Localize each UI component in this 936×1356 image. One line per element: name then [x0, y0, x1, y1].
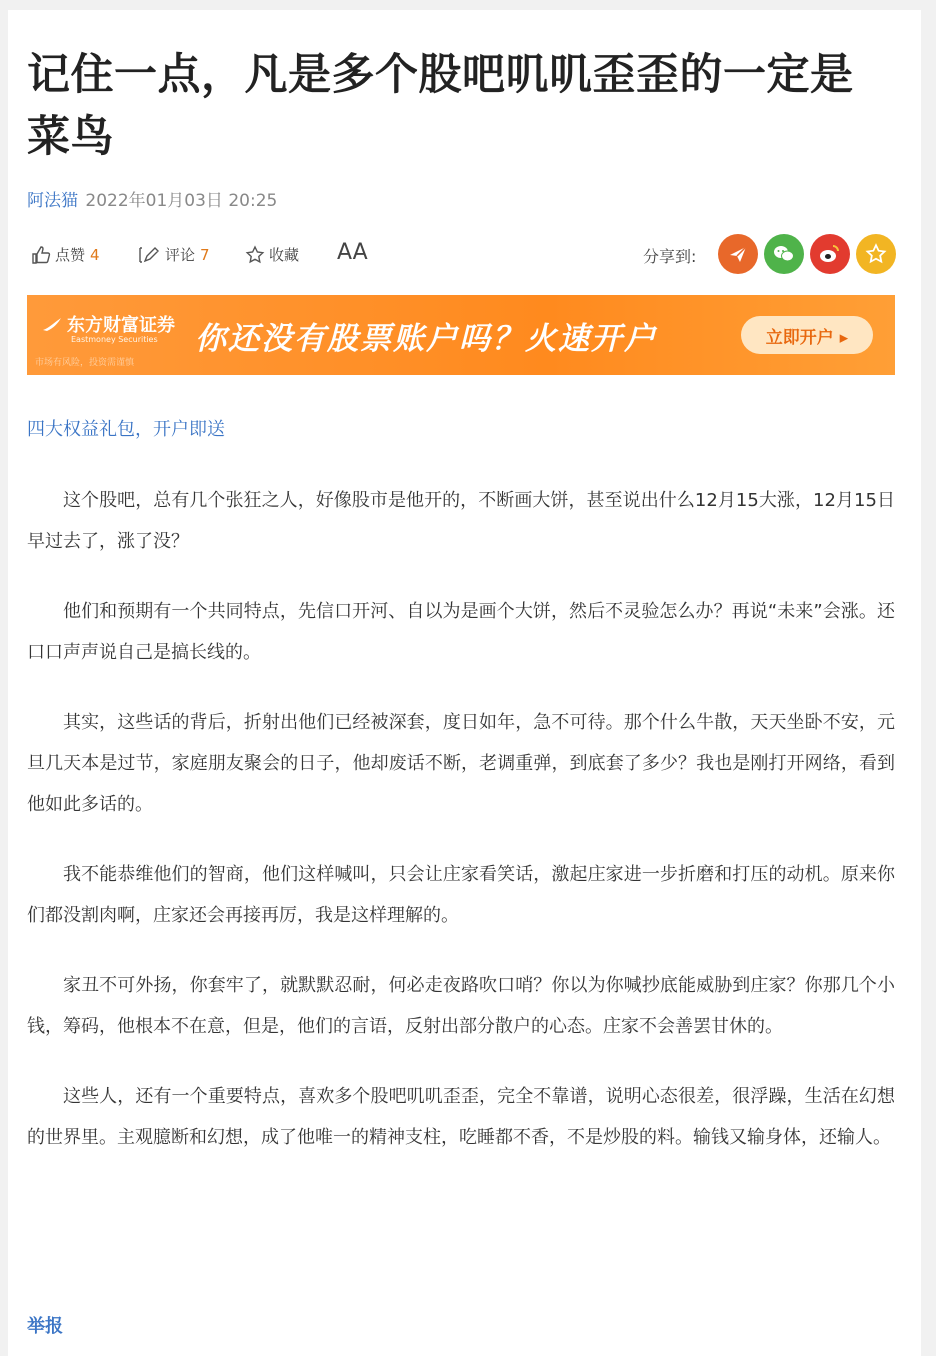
- promo-link[interactable]: 四大权益礼包，开户即送: [27, 419, 225, 440]
- share-weibo-button[interactable]: [810, 234, 850, 274]
- collect-label: 收藏: [269, 246, 300, 264]
- comment-count: 7: [200, 245, 210, 264]
- banner-slogan: 你还没有股票账户吗？火速开户: [195, 321, 657, 357]
- star-outline-icon: [245, 245, 265, 265]
- weibo-icon: [818, 243, 842, 265]
- star-icon: [865, 243, 887, 265]
- like-label: 点赞: [55, 246, 86, 264]
- article-title: 记住一点，凡是多个股吧叽叽歪歪的一定是菜鸟: [27, 50, 854, 162]
- logo-subtitle: Eastmoney Securities: [71, 335, 158, 344]
- article-meta: [27, 190, 895, 212]
- paragraph: 我不能恭维他们的智商，他们这样喊叫，只会让庄家看笑话，激起庄家进一步折磨和打压的动机。原来你们都没割肉啊，庄家还会再接再厉，我是这样理解的。: [27, 864, 895, 926]
- eastmoney-logo-icon: [41, 316, 63, 334]
- eastmoney-logo: [41, 311, 175, 337]
- collect-button[interactable]: [245, 244, 299, 265]
- comment-button[interactable]: [137, 244, 210, 265]
- share-wechat-button[interactable]: [764, 234, 804, 274]
- action-bar: [27, 234, 895, 274]
- share-label: 分享到:: [643, 247, 697, 266]
- paragraph: 家丑不可外扬，你套牢了，就默默忍耐，何必走夜路吹口哨？你以为你喊抄底能威胁到庄家？你那几个小钱，筹码，他根本不在意，但是，他们的言语，反射出部分散户的心态。庄家不会善罢甘休的。: [27, 975, 895, 1037]
- open-account-banner[interactable]: [27, 295, 895, 375]
- paragraph: 这个股吧，总有几个张狂之人，好像股市是他开的，不断画大饼，甚至说出什么12月15大涨，12月15日早过去了，涨了没？: [27, 490, 895, 552]
- comment-label: 评论: [165, 246, 196, 264]
- paragraph: 他们和预期有一个共同特点，先信口开河、自以为是画个大饼，然后不灵验怎么办？再说“未来”会涨。还口口声声说自己是搞长线的。: [27, 601, 895, 663]
- author-link[interactable]: 阿法猫: [27, 191, 78, 211]
- share-favorite-button[interactable]: [856, 234, 896, 274]
- share-icon: [727, 243, 749, 265]
- edit-comment-icon: [137, 245, 161, 265]
- share-toutiao-button[interactable]: [718, 234, 758, 274]
- like-count: 4: [90, 245, 100, 264]
- font-size-button[interactable]: [337, 240, 368, 265]
- wechat-icon: [772, 243, 796, 265]
- risk-notice: 市场有风险，投资需谨慎: [35, 358, 135, 368]
- font-size-icon: AA: [337, 240, 368, 265]
- logo-text: 东方财富证券: [67, 315, 175, 336]
- article-body: [27, 480, 895, 1187]
- publish-datetime: 2022年01月03日 20:25: [85, 191, 278, 211]
- open-account-button[interactable]: 立即开户 ▸: [741, 316, 873, 354]
- paragraph: 其实，这些话的背后，折射出他们已经被深套，度日如年，急不可待。那个什么牛散，天天坐卧不安，元旦几天本是过节，家庭朋友聚会的日子，他却废话不断，老调重弹，到底套了多少？我也是刚打开网络，看到他如此多话的。: [27, 712, 895, 815]
- article-page: [8, 10, 921, 1356]
- like-button[interactable]: [31, 244, 100, 265]
- thumbs-up-icon: [31, 245, 51, 265]
- report-link[interactable]: 举报: [27, 1316, 63, 1337]
- paragraph: 这些人，还有一个重要特点，喜欢多个股吧叽叽歪歪，完全不靠谱，说明心态很差，很浮躁，生活在幻想的世界里。主观臆断和幻想，成了他唯一的精神支柱，吃睡都不香，不是炒股的料。输钱又输身体，还输人。: [27, 1086, 895, 1148]
